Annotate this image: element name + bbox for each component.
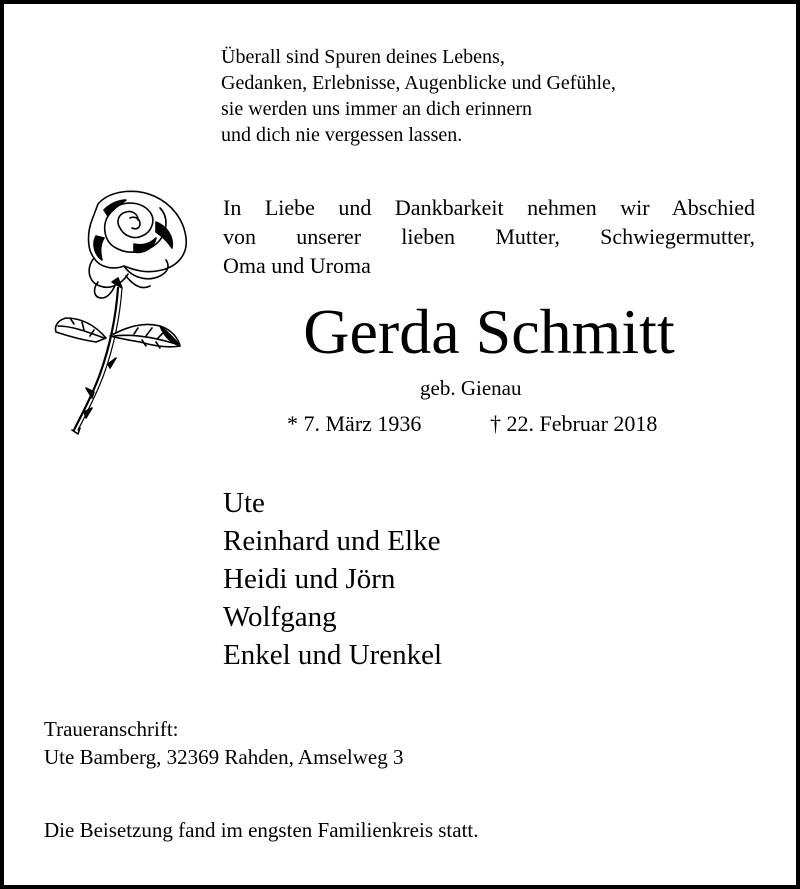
death-date: † 22. Februar 2018 [490,411,658,436]
poem-line: Gedanken, Erlebnisse, Augenblicke und Gefühle, [221,72,616,94]
birth-name: geb. Gienau [420,376,522,400]
address-label: Traueranschrift: [44,717,179,741]
farewell-line: In Liebe und Dankbarkeit nehmen wir Abschied [223,195,755,220]
poem-line: Überall sind Spuren deines Lebens, [221,46,505,68]
burial-note: Die Beisetzung fand im engsten Familienkreis statt. [44,818,479,842]
family-member: Reinhard und Elke [223,525,441,557]
birth-date: * 7. März 1936 [287,411,422,436]
poem-verse [221,44,616,148]
family-member: Wolfgang [223,601,337,633]
farewell-line: von unserer lieben Mutter, Schwiegermutter, [223,224,755,249]
family-member: Heidi und Jörn [223,563,396,595]
mourning-address [44,715,403,771]
farewell-line: Oma und Uroma [223,253,371,278]
family-list [223,484,442,674]
farewell-text [223,193,755,280]
family-member: Enkel und Urenkel [223,639,443,671]
address-value: Ute Bamberg, 32369 Rahden, Amselweg 3 [44,745,404,769]
family-member: Ute [223,487,265,519]
deceased-name: Gerda Schmitt [303,296,675,367]
poem-line: und dich nie vergessen lassen. [221,124,463,146]
poem-line: sie werden uns immer an dich erinnern [221,98,533,120]
